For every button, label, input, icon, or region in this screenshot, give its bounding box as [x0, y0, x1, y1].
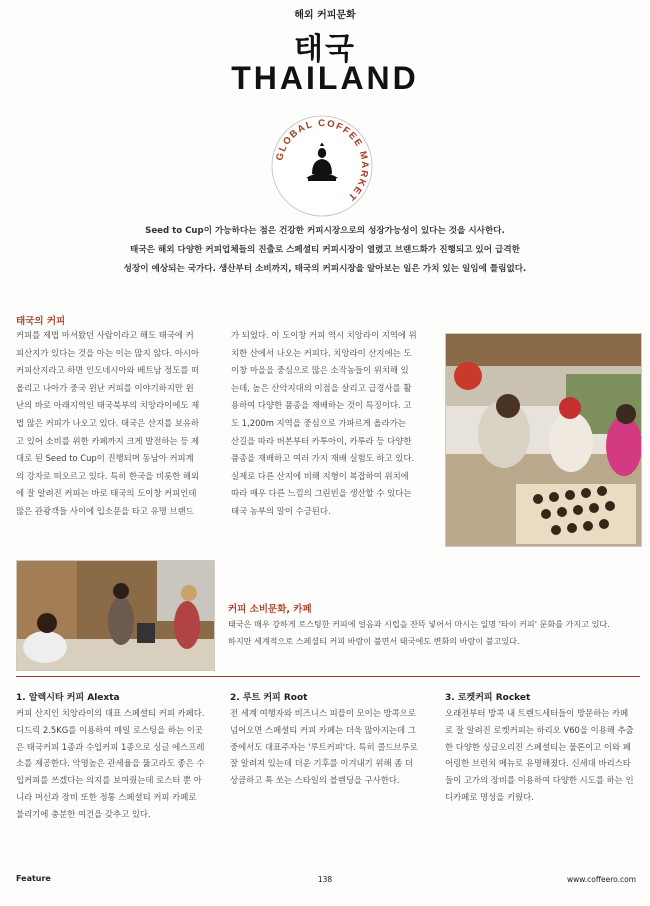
text-line: 용하여 다양한 품종을 재배하는 것이 특징이다. 고	[231, 400, 412, 411]
text-line: 넘어오면 스페셜티 커피 카페는 더욱 많아지는데 그	[230, 724, 416, 735]
text-line: 커피산지라고 하면 인도네시아와 베트남 정도를 떠	[16, 365, 200, 376]
text-line: 디드릭 2.5KG를 이용하여 매일 로스팅을 하는 이곳	[16, 724, 203, 735]
text-line: 품종을 재배하고 여러 가지 재배 실험도 하고 있다.	[231, 453, 415, 464]
text-line: 태국은 매우 강하게 로스팅한 커피에 얼음과 시럽을 잔뜩 넣어서 마시는 일명 '타이 커피' 문화를 가지고 있다.	[228, 619, 610, 629]
text-line: 불리기에 충분한 여건을 갖추고 있다.	[16, 808, 151, 819]
text-line: 어링한 브런치 메뉴로 유명해졌다. 신세대 바리스타	[445, 758, 631, 769]
cafe-column-root	[230, 690, 436, 789]
text-line: 입커피를 쓰겠다는 의지를 보여줬는데 로스터 뿐 아	[16, 775, 202, 786]
intro-line: 성장이 예상되는 국가다. 생산부터 소비까지, 태국의 커피시장을 알아보는 일은 가치 있는 일임에 틀림없다.	[123, 264, 527, 274]
cafe-column-rocket	[445, 690, 641, 806]
text-line: 중에서도 대표주자는 '루트커피'다. 특히 콜드브루로	[230, 741, 418, 752]
section1-column-2	[231, 327, 437, 521]
text-line: 한 다양한 싱글오리진 스페셜티는 물론이고 이와 페	[445, 741, 631, 752]
page-title-english: THAILAND	[231, 60, 419, 96]
page-title-korean: 태국	[294, 32, 356, 67]
text-line: 고 있어 소비를 위한 카페까지 크게 발전하는 등 제	[16, 435, 200, 446]
section1-column-1	[16, 327, 227, 521]
text-line: 많은 관광객들 사이에 입소문을 타고 유명 브랜드	[16, 505, 194, 516]
cafe-description	[230, 705, 436, 789]
text-line: 이창 마을을 중심으로 많은 소작농들이 위치해 있	[231, 365, 409, 376]
text-line: 은 태국커피 1종과 수입커피 1종으로 싱글 에스프레	[16, 741, 205, 752]
text-line: 가 되었다. 이 도이창 커피 역시 치앙라이 지역에 위	[231, 330, 417, 340]
section-divider	[16, 676, 640, 677]
section-kicker: 해외 커피문화	[294, 10, 356, 21]
section2-body	[228, 616, 648, 650]
text-line: 법 많은 커피가 나오고 있다. 태국은 산지를 보유하	[16, 417, 200, 428]
text-line: 는데, 높은 산악지대의 이점을 살리고 급경사를 활	[231, 382, 412, 393]
section-heading-thai-coffee: 태국의 커피	[16, 316, 66, 327]
intro-line: 태국은 해외 다양한 커피업체들의 진출로 스페셜티 커피시장이 열렸고 브랜드화가 진행되고 있어 급격한	[130, 245, 520, 255]
text-line: 커피를 제법 마셔왔던 사람이라고 해도 태국에 커	[16, 330, 194, 340]
cafe-description	[16, 705, 224, 823]
cafe-counter-photo	[16, 560, 215, 671]
text-line: 따라 매우 다른 느낌의 그린빈을 생산할 수 있다는	[231, 488, 412, 499]
intro-line: Seed to Cup이 가능하다는 점은 건강한 커피시장으로의 성장가능성이 있다는 것을 시사한다.	[145, 226, 505, 236]
text-line: 치한 산에서 나오는 커피다. 치앙라이 산지에는 도	[231, 347, 412, 358]
global-coffee-market-badge	[268, 112, 376, 220]
intro-text	[96, 222, 554, 279]
text-line: 대로 된 Seed to Cup이 진행되며 동남아 커피계	[16, 453, 194, 464]
cafe-title: 2. 루트 커피 Root	[230, 693, 308, 703]
footer-section-label: Feature	[16, 874, 51, 883]
text-line: 잘 알려져 있는데 더운 기후를 이겨내기 위해 좀 더	[230, 758, 414, 769]
cafe-title: 1. 알렉시타 커피 Alexta	[16, 693, 120, 703]
text-line: 디카페로 명성을 키웠다.	[445, 791, 534, 802]
text-line: 소를 제공한다. 악명높은 관세율을 뚫고라도 좋은 수	[16, 758, 205, 769]
cupping-session-photo	[445, 333, 642, 547]
text-line: 도 1,200m 지역을 중심으로 가파르게 올라가는	[231, 417, 406, 428]
text-line: 들이 고가의 장비를 이용하여 다양한 시도를 하는 인	[445, 775, 634, 786]
text-line: 산길을 따라 버본부터 카투아이, 카투라 등 다양한	[231, 435, 412, 446]
section-heading-cafe-culture: 커피 소비문화, 카페	[228, 604, 312, 615]
text-line: 커피 산지인 치앙라이의 대표 스페셜티 커피 카페다.	[16, 708, 205, 718]
text-line: 니라 머신과 장비 또한 정통 스페셜티 커피 카페로	[16, 791, 197, 802]
text-line: 실제로 다른 산지에 비해 지형이 복잡하여 위치에	[231, 470, 409, 481]
text-line: 하지만 세계적으로 스페셜티 커피 바람이 불면서 태국에도 변화의 바람이 불고있다.	[228, 636, 520, 646]
text-line: 의 강자로 떠오르고 있다. 특히 한국을 비롯한 해외	[16, 470, 200, 481]
cafe-title: 3. 로켓커피 Rocket	[445, 693, 531, 703]
cafe-description	[445, 705, 641, 806]
page-number: 138	[317, 875, 333, 884]
text-line: 올리고 나아가 중국 윈난 커피를 이야기하지만 윈	[16, 382, 194, 393]
text-line: 오래전부터 방콕 내 트렌드세터들이 방문하는 카페	[445, 708, 629, 718]
footer-url: www.coffeero.com	[567, 875, 636, 884]
text-line: 전 세계 여행자와 비즈니스 피플이 모이는 방콕으로	[230, 708, 416, 718]
cafe-column-alexta	[16, 690, 224, 823]
text-line: 상큼하고 톡 쏘는 스타일의 블렌딩을 구사한다.	[230, 775, 400, 786]
text-line: 난의 바로 아래지역인 태국북부의 치앙라이에도 제	[16, 400, 200, 411]
text-line: 에 잘 알려진 커피는 바로 태국의 도이창 커피인데	[16, 488, 197, 499]
text-line: 피산지가 있다는 것을 아는 이는 많지 않다. 아시아	[16, 347, 200, 358]
text-line: 태국 농부의 말이 수긍된다.	[231, 505, 331, 516]
text-line: 로 잘 알려진 로켓커피는 하리오 V60을 이용해 추출	[445, 724, 634, 735]
badge-ring-text: GLOBAL COFFEE MARKET	[274, 117, 371, 204]
